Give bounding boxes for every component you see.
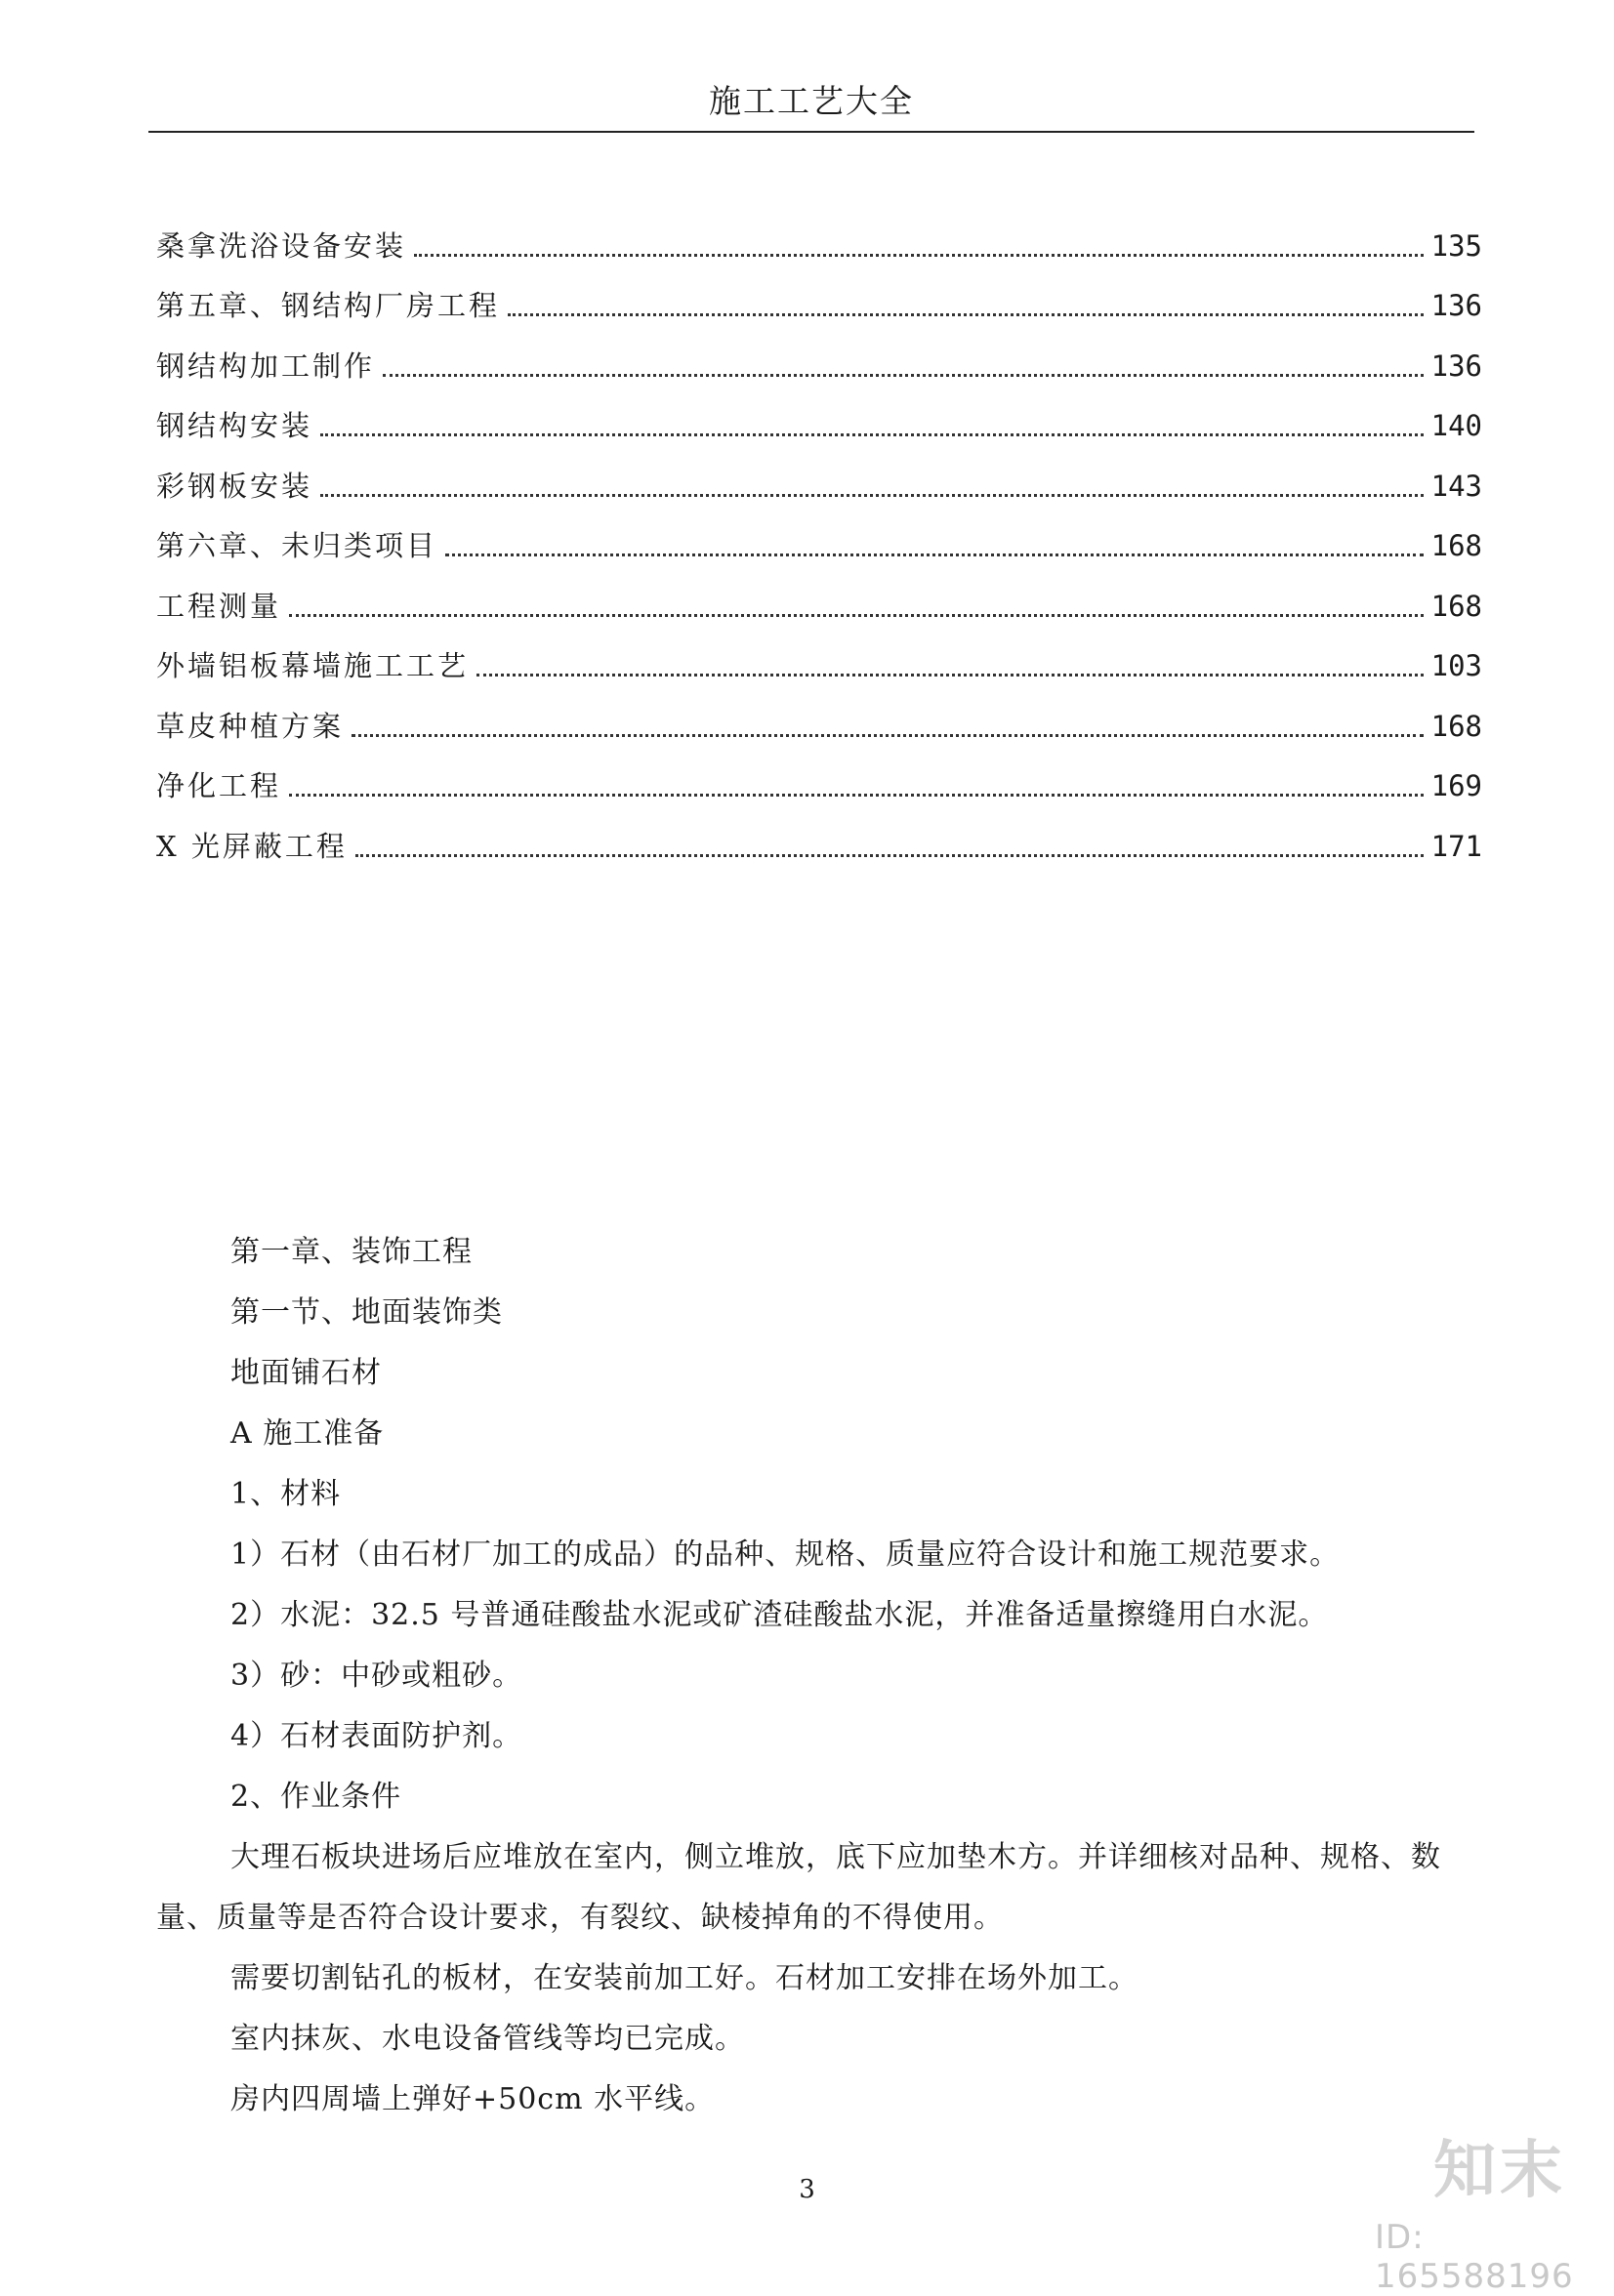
- section-heading: 第一节、地面装饰类: [230, 1295, 503, 1330]
- toc-entry[interactable]: [156, 626, 1482, 686]
- materials-paragraph: 4）石材表面防护剂。: [230, 1719, 523, 1753]
- toc-dot-leader: [445, 554, 1424, 556]
- toc-entry-title: 第六章、未归类项目: [156, 529, 438, 562]
- toc-dot-leader: [352, 734, 1424, 737]
- toc-entry[interactable]: [156, 205, 1482, 266]
- toc-dot-leader: [320, 433, 1424, 436]
- materials-paragraph: 2）水泥：32.5 号普通硅酸盐水泥或矿渣硅酸盐水泥，并准备适量擦缝用白水泥。: [230, 1598, 1329, 1632]
- header-divider: [148, 131, 1474, 133]
- table-of-contents: [156, 205, 1482, 866]
- toc-entry-page: 103: [1430, 649, 1482, 682]
- item-heading-materials: 1、材料: [230, 1477, 342, 1511]
- toc-entry-page: 168: [1430, 529, 1482, 562]
- toc-entry[interactable]: [156, 805, 1482, 866]
- toc-entry-title: 钢结构加工制作: [156, 348, 376, 383]
- toc-entry-page: 135: [1430, 228, 1482, 263]
- toc-entry-page: 168: [1430, 589, 1482, 623]
- materials-paragraph: 1）石材（由石材厂加工的成品）的品种、规格、质量应符合设计和施工规范要求。: [230, 1538, 1341, 1572]
- toc-entry[interactable]: [156, 445, 1482, 506]
- toc-dot-leader: [355, 854, 1424, 857]
- part-heading: A 施工准备: [230, 1416, 385, 1451]
- toc-entry-page: 168: [1430, 709, 1482, 743]
- conditions-paragraph: 房内四周墙上弹好+50cm 水平线。: [230, 2082, 716, 2116]
- toc-entry[interactable]: [156, 746, 1482, 806]
- toc-entry[interactable]: [156, 266, 1482, 326]
- toc-entry-title: 工程测量: [156, 589, 282, 623]
- toc-entry[interactable]: [156, 685, 1482, 746]
- toc-entry-page: 136: [1430, 289, 1482, 322]
- conditions-paragraph: 需要切割钻孔的板材，在安装前加工好。石材加工安排在场外加工。: [230, 1961, 1138, 1995]
- materials-paragraph: 3）砂：中砂或粗砂。: [230, 1659, 523, 1693]
- toc-entry[interactable]: [156, 565, 1482, 626]
- conditions-paragraph: 大理石板块进场后应堆放在室内，侧立堆放，底下应加垫木方。并详细核对品种、规格、数量、质量等是否符合设计要求，有裂纹、缺棱掉角的不得使用。: [156, 1840, 1441, 1935]
- item-heading-conditions: 2、作业条件: [230, 1780, 402, 1814]
- toc-dot-leader: [508, 313, 1424, 316]
- toc-entry[interactable]: [156, 506, 1482, 566]
- subsection-heading: 地面铺石材: [230, 1356, 382, 1390]
- conditions-paragraph: 室内抹灰、水电设备管线等均已完成。: [230, 2022, 745, 2056]
- toc-entry-page: 143: [1430, 469, 1482, 503]
- toc-entry-title: 彩钢板安装: [156, 469, 313, 503]
- toc-dot-leader: [414, 254, 1424, 257]
- toc-entry-page: 136: [1430, 348, 1482, 383]
- page-header-title: 施工工艺大全: [709, 82, 914, 120]
- toc-entry-page: 171: [1430, 829, 1482, 863]
- toc-entry-title: 外墙铝板幕墙施工工艺: [156, 649, 470, 682]
- toc-entry-title: X 光屏蔽工程: [156, 829, 348, 863]
- toc-entry[interactable]: [156, 386, 1482, 446]
- toc-dot-leader: [476, 674, 1424, 676]
- toc-entry-page: 169: [1430, 769, 1482, 802]
- toc-entry-title: 净化工程: [156, 769, 282, 802]
- body-content: [156, 1222, 1482, 2130]
- page-number: 3: [799, 2175, 815, 2204]
- toc-dot-leader: [383, 374, 1424, 377]
- watermark-id: ID: 165588196: [1375, 2218, 1574, 2296]
- toc-dot-leader: [320, 494, 1424, 497]
- toc-dot-leader: [289, 794, 1424, 797]
- chapter-heading: 第一章、装饰工程: [230, 1235, 473, 1269]
- toc-entry-title: 桑拿洗浴设备安装: [156, 228, 407, 263]
- toc-dot-leader: [289, 614, 1424, 617]
- watermark-logo: 知末: [1433, 2135, 1566, 2207]
- toc-entry[interactable]: [156, 325, 1482, 386]
- toc-entry-title: 草皮种植方案: [156, 709, 345, 743]
- toc-entry-title: 钢结构安装: [156, 409, 313, 442]
- toc-entry-page: 140: [1430, 409, 1482, 442]
- toc-entry-title: 第五章、钢结构厂房工程: [156, 289, 501, 322]
